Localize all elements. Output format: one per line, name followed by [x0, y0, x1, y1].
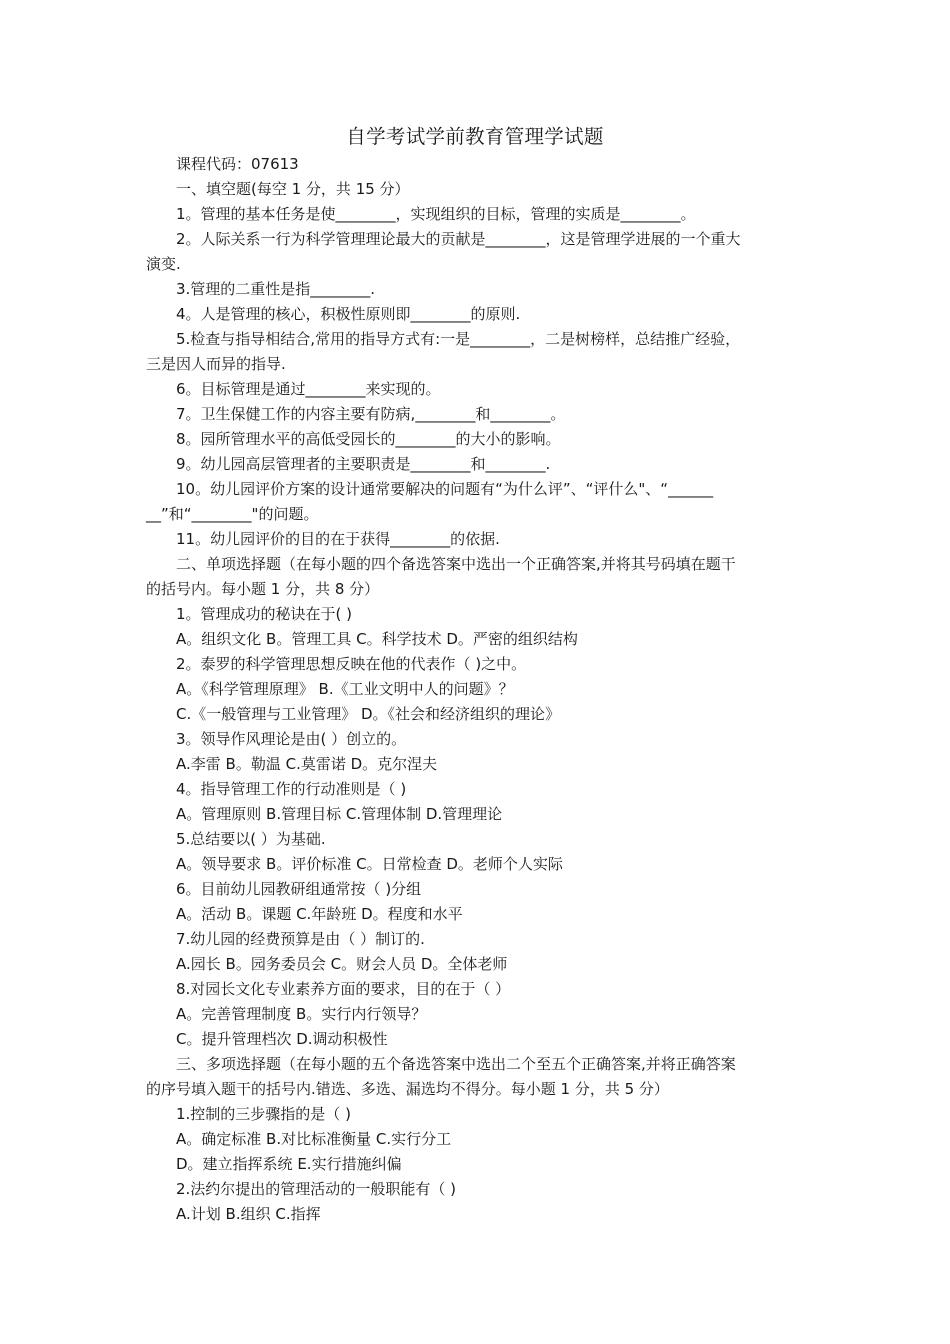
text-line: 2.法约尔提出的管理活动的一般职能有（ ) — [176, 1180, 456, 1198]
text-line: 1。管理的基本任务是使________，实现组织的目标，管理的实质是________。 — [176, 205, 696, 223]
text-line: 4。指导管理工作的行动准则是（ ) — [176, 780, 407, 798]
text-line: C。提升管理档次 D.调动积极性 — [176, 1030, 388, 1048]
text-line: 2。人际关系一行为科学管理理论最大的贡献是________，这是管理学进展的一个重大 — [176, 230, 741, 248]
text-line: A。组织文化 B。管理工具 C。科学技术 D。严密的组织结构 — [176, 630, 578, 648]
document-body — [146, 152, 810, 1227]
text-line: 10。幼儿园评价方案的设计通常要解决的问题有“为什么评”、“评什么"、“______ — [176, 480, 714, 498]
text-line: 4。人是管理的核心，积极性原则即________的原则. — [176, 305, 521, 323]
text-line: 6。目标管理是通过________来实现的。 — [176, 380, 441, 398]
text-line: C.《一般管理与工业管理》 D。《社会和经济组织的理论》 — [176, 705, 561, 723]
text-line: A.计划 B.组织 C.指挥 — [176, 1205, 321, 1223]
text-line: A。活动 B。课题 C.年龄班 D。程度和水平 — [176, 905, 463, 923]
text-line: 演变. — [146, 255, 181, 273]
text-line: 课程代码：07613 — [176, 155, 299, 173]
text-line: 三、多项选择题（在每小题的五个备选答案中选出二个至五个正确答案,并将正确答案 — [176, 1055, 736, 1073]
text-line: A。管理原则 B.管理目标 C.管理体制 D.管理理论 — [176, 805, 503, 823]
text-line: 2。泰罗的科学管理思想反映在他的代表作（ )之中。 — [176, 655, 527, 673]
text-line: A.园长 B。园务委员会 C。财会人员 D。全体老师 — [176, 955, 508, 973]
text-line: A。领导要求 B。评价标准 C。日常检查 D。老师个人实际 — [176, 855, 563, 873]
text-line: 9。幼儿园高层管理者的主要职责是________和________. — [176, 455, 551, 473]
text-line: 一、填空题(每空 1 分，共 15 分） — [176, 180, 410, 198]
document-title: 自学考试学前教育管理学试题 — [346, 125, 604, 148]
text-line: 6。目前幼儿园教研组通常按（ )分组 — [176, 880, 422, 898]
text-line: 1.控制的三步骤指的是（ ) — [176, 1105, 351, 1123]
text-line: 的序号填入题干的括号内.错选、多选、漏选均不得分。每小题 1 分，共 5 分） — [146, 1080, 669, 1098]
text-line: 1。管理成功的秘诀在于( ) — [176, 605, 353, 623]
text-line: 3.管理的二重性是指________. — [176, 280, 376, 298]
text-line: 3。领导作风理论是由( ）创立的。 — [176, 730, 407, 748]
text-line: 5.总结要以( ）为基础. — [176, 830, 326, 848]
text-line: 8。园所管理水平的高低受园长的________的大小的影响。 — [176, 430, 561, 448]
text-line: 的括号内。每小题 1 分，共 8 分） — [146, 580, 380, 598]
text-line: __”和“________"的问题。 — [146, 505, 319, 523]
text-line: 二、单项选择题（在每小题的四个备选答案中选出一个正确答案,并将其号码填在题干 — [176, 555, 736, 573]
text-line: A。《科学管理原理》 B.《工业文明中人的问题》？ — [176, 680, 514, 698]
text-line: 三是因人而异的指导. — [146, 355, 286, 373]
text-line: A。完善管理制度 B。实行内行领导？ — [176, 1005, 427, 1023]
text-line: A。确定标准 B.对比标准衡量 C.实行分工 — [176, 1130, 452, 1148]
text-line: D。建立指挥系统 E.实行措施纠偏 — [176, 1155, 402, 1173]
text-line: 7.幼儿园的经费预算是由（ ）制订的. — [176, 930, 425, 948]
text-line: 11。幼儿园评价的目的在于获得________的依据. — [176, 530, 500, 548]
text-line: 5.检查与指导相结合,常用的指导方式有:一是________，二是树榜样，总结推广经验， — [176, 330, 741, 348]
text-line: A.李雷 B。勒温 C.莫雷诺 D。克尔涅夫 — [176, 755, 438, 773]
text-line: 7。卫生保健工作的内容主要有防病,________和________。 — [176, 405, 566, 423]
text-line: 8.对园长文化专业素养方面的要求，目的在于（ ） — [176, 980, 511, 998]
